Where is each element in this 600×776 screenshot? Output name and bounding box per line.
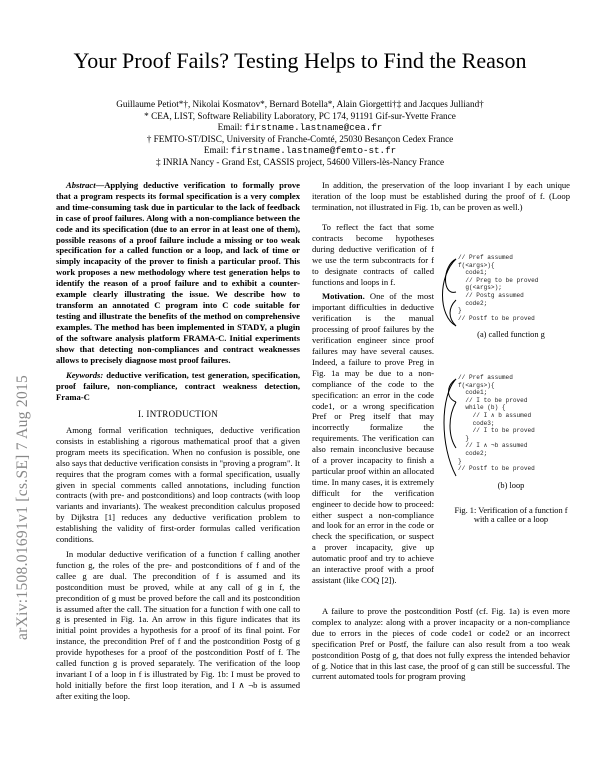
code-line: code3; xyxy=(458,419,495,427)
right-column-top xyxy=(312,180,570,215)
code-line: } xyxy=(458,307,462,315)
code-line: // Postf to be proved xyxy=(458,465,535,473)
code-line: } xyxy=(458,434,469,442)
author-names: Guillaume Petiot*†, Nikolai Kosmatov*, Bernard Botella*, Alain Giorgetti†‡ and Jacques Julliand† xyxy=(116,99,484,109)
motivation-paragraph: Motivation. One of the most important difficulties in deductive verification is the manual processing of proof failures by the verification engineer since proof failures may have several causes. Indeed, a failure to prove Preg in Fig. 1a may be due to a non-compliance of the code to the specification: an error in the code code1, or a wrong specification Pref or Preg itself that may incorrectly formalize the requirements. The verification can also remain inconclusive because of a prover incapacity to finish a particular proof within an allocated time. In many cases, it is extremely difficult for the verification engineer to decide how to proceed: either suspect a non-compliance and look for an error in the code or check the specification, or suspect a prover incapacity, give up automatic proof and try to achieve an interactive proof with a proof assistant (like COQ [2]). xyxy=(312,291,434,585)
affiliation-2: † FEMTO-ST/DISC, University of Franche-Comté, 25030 Besançon Cedex France xyxy=(146,133,454,144)
right-paragraph-2: To reflect the fact that some contracts become hypotheses during deductive verification of f we use the term subcontracts for f to designate contracts of called functions and loops in f. xyxy=(312,222,434,287)
code-line: f(<args>){ xyxy=(458,261,495,269)
code-line: // Postf to be proved xyxy=(458,314,535,322)
code-line: while (b) { xyxy=(458,404,506,412)
affiliation-3: ‡ INRIA Nancy - Grand Est, CASSIS project, 54600 Villers-lès-Nancy France xyxy=(155,156,445,167)
code-line: // I to be proved xyxy=(458,396,528,404)
right-column-bottom xyxy=(312,606,570,684)
code-line: code2; xyxy=(458,449,488,457)
code-line: // I ∧ ¬b assumed xyxy=(458,442,528,450)
right-paragraph-1: In addition, the preservation of the loop invariant I by each unique iteration of the loop must be established during the proof of f. (Loop termination, not illustrated in Fig. 1b, can be proven as well.) xyxy=(312,180,570,212)
email-2: Email: firstname.lastname@femto-st.fr xyxy=(203,145,397,157)
figure-1a-caption: (a) called function g xyxy=(477,330,545,340)
code-line: } xyxy=(458,457,462,465)
arxiv-stamp: arXiv:1508.01691v1 [cs.SE] 7 Aug 2015 xyxy=(14,374,31,640)
arrow-hypothesis-icon xyxy=(440,256,460,330)
code-line: // Pref assumed xyxy=(458,374,513,381)
section-heading: I. INTRODUCTION xyxy=(138,409,218,420)
code-line: code1; xyxy=(458,389,488,397)
figure-1a xyxy=(446,254,576,339)
code-line: // Preg to be proved xyxy=(458,276,539,284)
figure-1b-code xyxy=(446,374,576,473)
email-1: Email: firstname.lastname@cea.fr xyxy=(217,122,383,134)
code-line: // Postg assumed xyxy=(458,291,524,299)
figure-1a-code xyxy=(446,254,576,322)
right-column-narrow xyxy=(312,222,434,588)
code-line: f(<args>){ xyxy=(458,381,495,389)
code-line: // I to be proved xyxy=(458,427,535,435)
left-column xyxy=(56,180,300,704)
code-line: // Pref assumed xyxy=(458,254,513,261)
right-paragraph-4: A failure to prove the postcondition Postf (cf. Fig. 1a) is even more complex to analyze: along with a prover incapacity or a non-compliance due to errors in the pieces of code code1 or code2 or an incorrect specification Pref or Postf, the failure can also result from a too weak postcondition Postg of g, that does not fully express the intended behavior of g. Notice that in this last case, the proof of g can still be successful. The current automated tools for program proving xyxy=(312,606,570,682)
intro-paragraph-1: Among formal verification techniques, deductive verification consists in establishing a rigorous mathematical proof that a given program meets its specification. When no confusion is possible, one also says that deductive verification consists in "proving a program". It requires that the program comes with a formal specification, usually given in special comments called annotations, including function contracts (with pre- and postconditions) and loop contracts (with loop variants and invariants). The weakest precondition calculus proposed by Dijkstra [1] reduces any deductive verification problem to establishing the validity of first-order formulas called verification conditions. xyxy=(56,425,301,545)
abstract: Abstract—Applying deductive verification to formally prove that a program respects its formal specification is a very complex and time-consuming task due in particular to the lack of feedback in case of proof failures. Along with a non-compliance between the code and its specification (due to an error in at least one of them), possible reasons of a proof failure include a missing or too weak specification for a called function or a loop, and lack of time or simply incapacity of the prover to finish a particular proof. This work proposes a new methodology where test generation helps to identify the reason of a proof failure and to exhibit a counter-example clearly illustrating the issue. We describe how to transform an annotated C program into C code suitable for testing and illustrate the benefits of the method on comprehensive examples. The method has been implemented in STADY, a plugin of the software analysis platform FRAMA-C. Initial experiments show that detecting non-compliances and contract weaknesses allows to precisely diagnose most proof failures. xyxy=(56,180,300,365)
intro-paragraph-2: In modular deductive verification of a function f calling another function g, the roles of the pre- and postconditions of f and of the callee g are dual. The precondition of f is assumed and its postcondition must be proved, while at any call of g in f, the precondition of g must be proved before the call and its postcondition is assumed after the call. The situation for a function f with one call to g is presented in Fig. 1a. An arrow in this figure indicates that its initial point provides a hypothesis for a proof of its final point. For instance, the precondition Pref of f and the postcondition Postg of g provide hypotheses for a proof of the postcondition Postf of f. The called function g is proved separately. The verification of the loop invariant I of a loop in f is illustrated by Fig. 1b: I must be proved to hold initially before the first loop iteration, and I ∧ ¬b is assumed after exiting the loop. xyxy=(56,549,300,701)
figure-1b-caption: (b) loop xyxy=(497,480,525,490)
paper-title: Your Proof Fails? Testing Helps to Find the Reason xyxy=(73,48,527,73)
code-line: code2; xyxy=(458,299,488,307)
code-line: code1; xyxy=(458,269,488,277)
arrow-loop-icon xyxy=(440,376,462,480)
code-line: g(<args>); xyxy=(458,284,502,292)
keywords: Keywords: deductive verification, test generation, specification, proof failure, non-compliance, contract weakness detection, Frama-C xyxy=(56,370,300,403)
figure-1b xyxy=(446,374,576,524)
figure-1-caption: Fig. 1: Verification of a function f with a callee or a loop xyxy=(454,505,568,524)
author-block xyxy=(0,99,600,169)
affiliation-1: * CEA, LIST, Software Reliability Laboratory, PC 174, 91191 Gif-sur-Yvette France xyxy=(144,110,456,121)
code-line: // I ∧ b assumed xyxy=(458,411,532,419)
